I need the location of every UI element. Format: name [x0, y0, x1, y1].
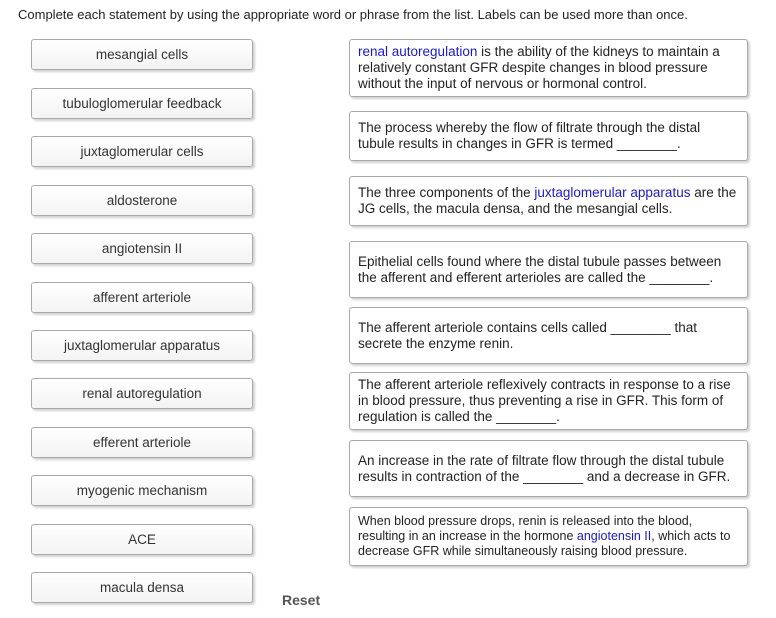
label-mesangial-cells[interactable]: mesangial cells	[31, 39, 253, 70]
statement-text: The process whereby the flow of filtrate through the distal tubule results in changes in GFR is termed ________.	[358, 120, 701, 151]
statement-5[interactable]	[349, 307, 748, 364]
statement-8[interactable]	[349, 507, 748, 566]
statement-text	[358, 514, 739, 559]
statement-text-after: , which acts to decrease GFR while simultaneously raising blood pressure.	[358, 529, 731, 558]
statement-text: The afferent arteriole reflexively contracts in response to a rise in blood pressure, thus preventing a rise in GFR. This form of regulation is called the ________.	[358, 377, 731, 424]
label-efferent-arteriole[interactable]: efferent arteriole	[31, 427, 253, 458]
statement-4[interactable]	[349, 241, 748, 298]
label-ace[interactable]: ACE	[31, 524, 253, 555]
label-renal-autoregulation[interactable]: renal autoregulation	[31, 378, 253, 409]
statement-7[interactable]	[349, 440, 748, 497]
statement-text: The afferent arteriole contains cells called ________ that secrete the enzyme renin.	[358, 319, 697, 351]
label-aldosterone[interactable]: aldosterone	[31, 185, 253, 216]
statement-text-after: are the JG cells, the macula densa, and the mesangial cells.	[358, 185, 737, 216]
label-juxtaglomerular-apparatus[interactable]: juxtaglomerular apparatus	[31, 330, 253, 361]
filled-answer[interactable]: angiotensin II	[576, 529, 652, 543]
label-tubuloglomerular-feedback[interactable]: tubuloglomerular feedback	[31, 88, 253, 119]
statement-text: Epithelial cells found where the distal tubule passes between the afferent and efferent arterioles are called the ________.	[358, 253, 722, 285]
statement-text-before: When blood pressure drops, renin is released into the blood, resulting in an increase in the hormone	[358, 514, 693, 543]
statement-text-before: The three components of the	[358, 185, 535, 200]
label-myogenic-mechanism[interactable]: myogenic mechanism	[31, 475, 253, 506]
statement-text: An increase in the rate of filtrate flow through the distal tubule results in contraction of the ________ and a decrease in GFR.	[358, 452, 731, 484]
statement-text	[358, 185, 739, 217]
statement-6[interactable]	[349, 372, 748, 430]
label-juxtaglomerular-cells[interactable]: juxtaglomerular cells	[31, 136, 253, 167]
statement-3[interactable]	[349, 176, 748, 226]
label-angiotensin-ii[interactable]: angiotensin II	[31, 233, 253, 264]
statement-text	[358, 44, 739, 92]
label-afferent-arteriole[interactable]: afferent arteriole	[31, 282, 253, 313]
filled-answer[interactable]: juxtaglomerular apparatus	[534, 185, 691, 200]
statement-2[interactable]	[349, 111, 748, 161]
reset-button[interactable]: Reset	[282, 592, 321, 608]
instructions: Complete each statement by using the appropriate word or phrase from the list. Labels can be used more than once.	[18, 7, 688, 22]
statement-1[interactable]	[349, 39, 748, 97]
filled-answer[interactable]: renal autoregulation	[358, 44, 478, 59]
statement-text-after: is the ability of the kidneys to maintain a relatively constant GFR despite changes in blood pressure without the input of nervous or hormonal control.	[358, 44, 720, 91]
label-macula-densa[interactable]: macula densa	[31, 572, 253, 603]
